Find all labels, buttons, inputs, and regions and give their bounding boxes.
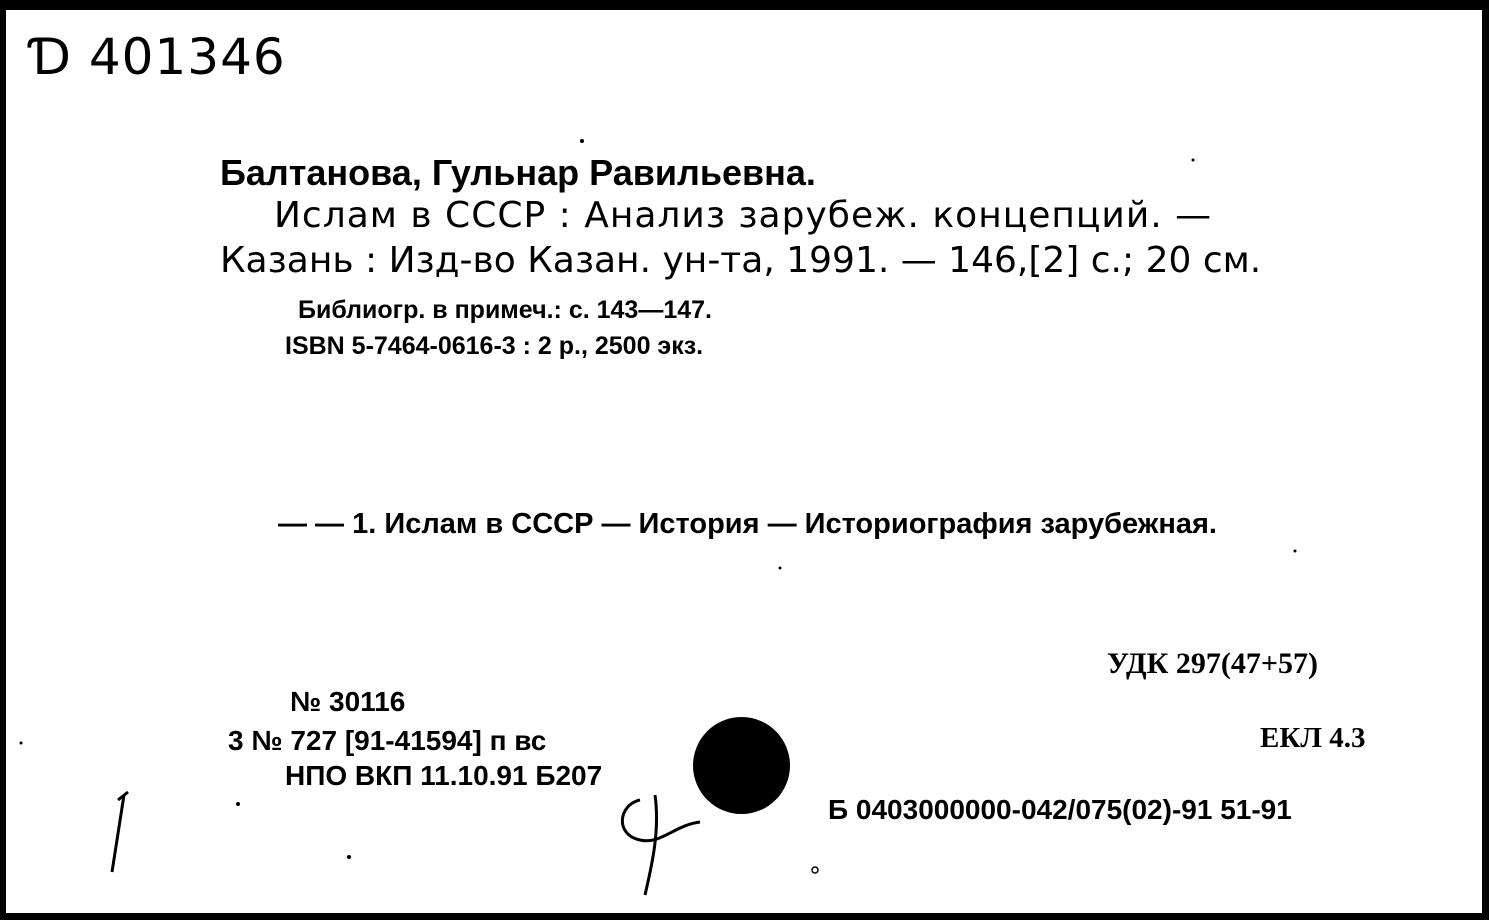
udk-code: УДК 297(47+57) [1107,647,1318,680]
card-number: № 30116 [290,686,406,717]
title-statement: Ислам в СССР : Анализ зарубеж. концепций. — [274,195,1213,236]
isbn-note: ISBN 5-7464-0616-3 : 2 р., 2500 экз. [285,332,704,360]
card-border-bottom [0,913,1489,920]
bibliography-note: Библиогр. в примеч.: с. 143—147. [298,296,712,324]
card-border-left [0,0,6,920]
order-number: 3 № 727 [91-41594] п вс [228,725,547,756]
call-number: Ɗ 401346 [30,28,286,86]
subject-heading: — — 1. Ислам в СССР — История — Историография зарубежная. [278,508,1217,540]
punch-hole [693,717,790,814]
author-heading: Балтанова, Гульнар Равильевна. [220,152,816,193]
printer-line: НПО ВКП 11.10.91 Б207 [285,760,603,791]
card-border-right [1482,0,1489,920]
card-border-top [0,0,1489,10]
ekl-code: ЕКЛ 4.3 [1260,722,1366,754]
price-code: Б 0403000000-042/075(02)-91 51-91 [828,794,1292,825]
imprint-statement: Казань : Изд-во Казан. ун-та, 1991. — 146,[2] с.; 20 см. [220,240,1262,281]
